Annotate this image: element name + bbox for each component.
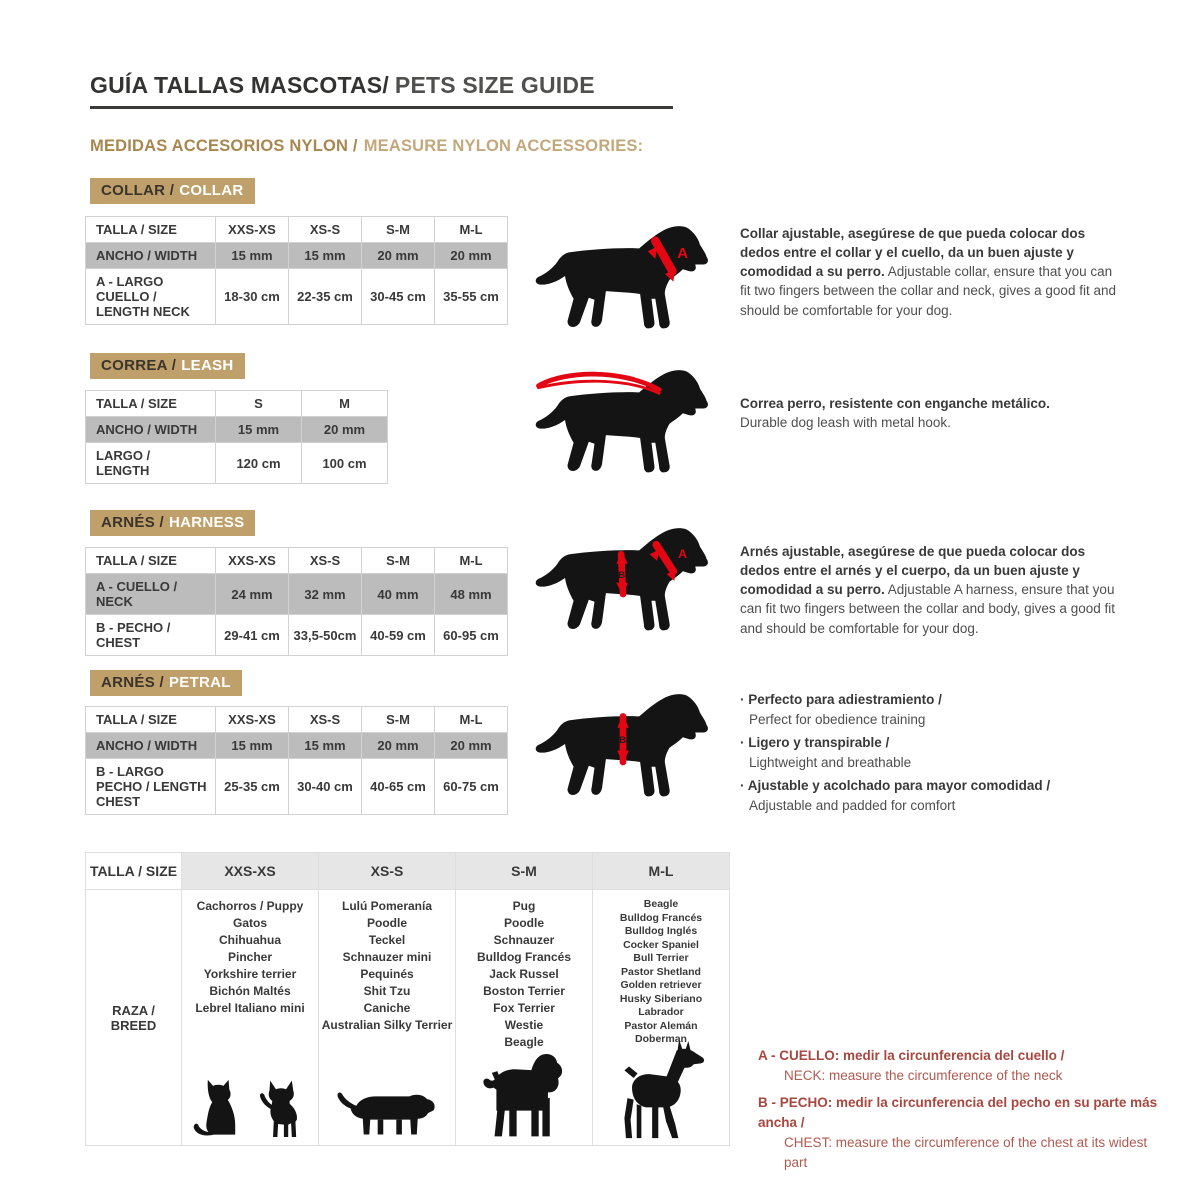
value-cell: 35-55 cm — [435, 269, 508, 325]
table-row — [86, 574, 508, 615]
header-cell: TALLA / SIZE — [86, 548, 216, 574]
list-item — [740, 690, 1140, 729]
header-cell: M-L — [435, 217, 508, 243]
header-cell: S-M — [456, 853, 593, 890]
table-row — [86, 615, 508, 656]
table-row — [86, 269, 508, 325]
table-row — [86, 733, 508, 759]
value-cell: 18-30 cm — [216, 269, 289, 325]
value-cell: 40-65 cm — [362, 759, 435, 815]
value-cell: 30-45 cm — [362, 269, 435, 325]
table-row — [86, 707, 508, 733]
value-cell: 60-95 cm — [435, 615, 508, 656]
petral-badge-en: PETRAL — [168, 674, 231, 691]
breed-cell-s-m — [456, 890, 593, 1146]
value-cell: 29-41 cm — [216, 615, 289, 656]
dachshund-icon — [319, 1088, 455, 1142]
header-cell: XS-S — [319, 853, 456, 890]
header-cell: XXS-XS — [216, 217, 289, 243]
value-cell: 15 mm — [216, 417, 302, 443]
harness-desc-en: Adjustable A harness, ensure that you can fit two fingers between the collar and body, gives a good fit and should be comfortable for your dog. — [740, 582, 1115, 636]
value-cell: 33,5-50cm — [289, 615, 362, 656]
harness-desc-es: Arnés ajustable, asegúrese de que pueda colocar dos dedos entre el arnés y el cuerpo, da un buen ajuste y comodidad a su perro. — [740, 544, 1086, 598]
petral-badge-es: ARNÉS / — [101, 674, 164, 691]
cat-and-chihuahua-icon — [182, 1074, 318, 1142]
page-title — [90, 72, 673, 109]
breed-cell-m-l — [593, 890, 730, 1146]
collar-badge-es: COLLAR / — [101, 182, 175, 199]
breed-list: Pug Poodle Schnauzer Bulldog Francés Jack Russel Boston Terrier Fox Terrier Westie Beagle — [476, 899, 571, 1049]
harness-description — [740, 542, 1124, 638]
header-cell: S-M — [362, 548, 435, 574]
dog-with-harness-icon — [532, 520, 714, 634]
breed-cell-xs-s — [319, 890, 456, 1146]
breed-list: Beagle Bulldog Francés Bulldog Inglés Cocker Spaniel Bull Terrier Pastor Shetland Golden retriever Husky Siberiano Labrador Pastor Alemán Doberman — [619, 898, 703, 1045]
row-label-cell: A - CUELLO / NECK — [86, 574, 216, 615]
header-cell: S-M — [362, 217, 435, 243]
header-cell: XS-S — [289, 548, 362, 574]
page-title-es: GUÍA TALLAS MASCOTAS/ — [90, 72, 389, 98]
collar-section-badge — [90, 178, 255, 204]
breed-list: Lulú Pomeranía Poodle Teckel Schnauzer mini Pequinés Shit Tzu Caniche Australian Silky Terrier — [321, 899, 453, 1032]
collar-marker-a: A — [677, 244, 689, 262]
bullet-en: Perfect for obedience training — [749, 711, 926, 727]
value-cell: 15 mm — [289, 733, 362, 759]
page-subtitle-es: MEDIDAS ACCESORIOS NYLON / — [90, 137, 358, 155]
petral-feature-list — [740, 690, 1140, 819]
table-row — [86, 443, 388, 484]
page-header — [90, 72, 673, 109]
value-cell: 15 mm — [216, 243, 289, 269]
header-cell: M-L — [435, 548, 508, 574]
collar-desc-es: Collar ajustable, asegúrese de que pueda colocar dos dedos entre el collar y el cuello, da un buen ajuste y comodidad a su perro. — [740, 226, 1086, 280]
row-label-cell: ANCHO / WIDTH — [86, 243, 216, 269]
row-label-cell: ANCHO / WIDTH — [86, 417, 216, 443]
header-cell: S — [216, 391, 302, 417]
harness-marker-a: A — [678, 547, 688, 561]
cat-icon — [190, 1074, 242, 1142]
leash-badge-es: CORREA / — [101, 357, 177, 374]
note-es: A - CUELLO: medir la circunferencia del cuello / — [758, 1048, 1065, 1063]
harness-size-table — [85, 547, 508, 656]
note-en: NECK: measure the circumference of the neck — [784, 1068, 1063, 1084]
harness-badge-es: ARNÉS / — [101, 514, 164, 531]
table-row — [86, 548, 508, 574]
note-item — [758, 1093, 1168, 1174]
value-cell: 120 cm — [216, 443, 302, 484]
header-cell: XS-S — [289, 707, 362, 733]
bullet-es: · Ligero y transpirable / — [740, 733, 1140, 753]
list-item — [740, 776, 1140, 815]
leash-size-table — [85, 390, 388, 484]
breed-size-table — [85, 852, 730, 1146]
harness-section-badge — [90, 510, 255, 536]
note-en: CHEST: measure the circumference of the chest at its widest part — [784, 1135, 1148, 1171]
header-cell: M — [302, 391, 388, 417]
row-label-cell: B - PECHO / CHEST — [86, 615, 216, 656]
value-cell: 25-35 cm — [216, 759, 289, 815]
value-cell: 20 mm — [435, 243, 508, 269]
leash-section-badge — [90, 353, 245, 379]
table-row — [86, 391, 388, 417]
page-title-en: PETS SIZE GUIDE — [394, 72, 595, 98]
value-cell: 30-40 cm — [289, 759, 362, 815]
measurement-notes — [758, 1046, 1168, 1174]
value-cell: 40 mm — [362, 574, 435, 615]
header-cell: XXS-XS — [216, 548, 289, 574]
collar-desc-en: Adjustable collar, ensure that you can fit two fingers between the collar and neck, gives a good fit and should be comfortable for your dog. — [740, 264, 1116, 318]
header-cell: XXS-XS — [216, 707, 289, 733]
leash-badge-en: LEASH — [181, 357, 234, 374]
chihuahua-icon — [252, 1077, 310, 1142]
note-es: B - PECHO: medir la circunferencia del pecho en su parte más ancha / — [758, 1094, 1158, 1130]
header-cell: XXS-XS — [182, 853, 319, 890]
dog-with-collar-icon — [532, 218, 714, 332]
row-label-cell: A - LARGO CUELLO / LENGTH NECK — [86, 269, 216, 325]
leash-desc-es: Correa perro, resistente con enganche metálico. — [740, 396, 1050, 411]
dog-with-chest-strap-icon — [532, 686, 714, 800]
header-cell: M-L — [435, 707, 508, 733]
header-cell: TALLA / SIZE — [86, 217, 216, 243]
value-cell: 24 mm — [216, 574, 289, 615]
table-row — [86, 217, 508, 243]
table-row — [86, 243, 508, 269]
value-cell: 100 cm — [302, 443, 388, 484]
note-item — [758, 1046, 1168, 1087]
table-row — [86, 759, 508, 815]
collar-description — [740, 224, 1124, 320]
header-cell: M-L — [593, 853, 730, 890]
value-cell: 32 mm — [289, 574, 362, 615]
value-cell: 20 mm — [435, 733, 508, 759]
bullet-es: · Perfecto para adiestramiento / — [740, 690, 1140, 710]
breed-list: Cachorros / Puppy Gatos Chihuahua Pincher Yorkshire terrier Bichón Maltés Lebrel Italiano mini — [195, 899, 305, 1015]
doberman-icon — [593, 1038, 729, 1142]
value-cell: 15 mm — [216, 733, 289, 759]
value-cell: 20 mm — [302, 417, 388, 443]
value-cell: 60-75 cm — [435, 759, 508, 815]
collar-badge-en: COLLAR — [179, 182, 244, 199]
bullet-es: · Ajustable y acolchado para mayor comodidad / — [740, 776, 1140, 796]
bullet-en: Lightweight and breathable — [749, 754, 912, 770]
value-cell: 40-59 cm — [362, 615, 435, 656]
bullet-en: Adjustable and padded for comfort — [749, 797, 956, 813]
row-label-cell: LARGO / LENGTH — [86, 443, 216, 484]
header-cell: XS-S — [289, 217, 362, 243]
value-cell: 48 mm — [435, 574, 508, 615]
petral-section-badge — [90, 670, 242, 696]
value-cell: 15 mm — [289, 243, 362, 269]
harness-marker-b: B — [618, 569, 626, 581]
collar-size-table — [85, 216, 508, 325]
schnauzer-icon — [456, 1048, 592, 1142]
page-subtitle-en: MEASURE NYLON ACCESSORIES: — [363, 137, 644, 155]
table-row — [86, 853, 730, 890]
row-label-cell: B - LARGO PECHO / LENGTH CHEST — [86, 759, 216, 815]
petral-size-table — [85, 706, 508, 815]
harness-badge-en: HARNESS — [168, 514, 245, 531]
breed-row-label: RAZA / BREED — [86, 890, 182, 1146]
leash-description — [740, 394, 1124, 432]
value-cell: 20 mm — [362, 243, 435, 269]
list-item — [740, 733, 1140, 772]
petral-marker-b: B — [619, 735, 627, 746]
page-subtitle — [90, 137, 643, 156]
header-cell: TALLA / SIZE — [86, 391, 216, 417]
header-cell: TALLA / SIZE — [86, 707, 216, 733]
header-cell: S-M — [362, 707, 435, 733]
value-cell: 22-35 cm — [289, 269, 362, 325]
row-label-cell: ANCHO / WIDTH — [86, 733, 216, 759]
breed-cell-xxs-xs — [182, 890, 319, 1146]
table-row — [86, 417, 388, 443]
table-row — [86, 890, 730, 1146]
leash-desc-en: Durable dog leash with metal hook. — [740, 415, 951, 431]
value-cell: 20 mm — [362, 733, 435, 759]
header-cell: TALLA / SIZE — [86, 853, 182, 890]
dog-with-leash-icon — [532, 362, 714, 476]
